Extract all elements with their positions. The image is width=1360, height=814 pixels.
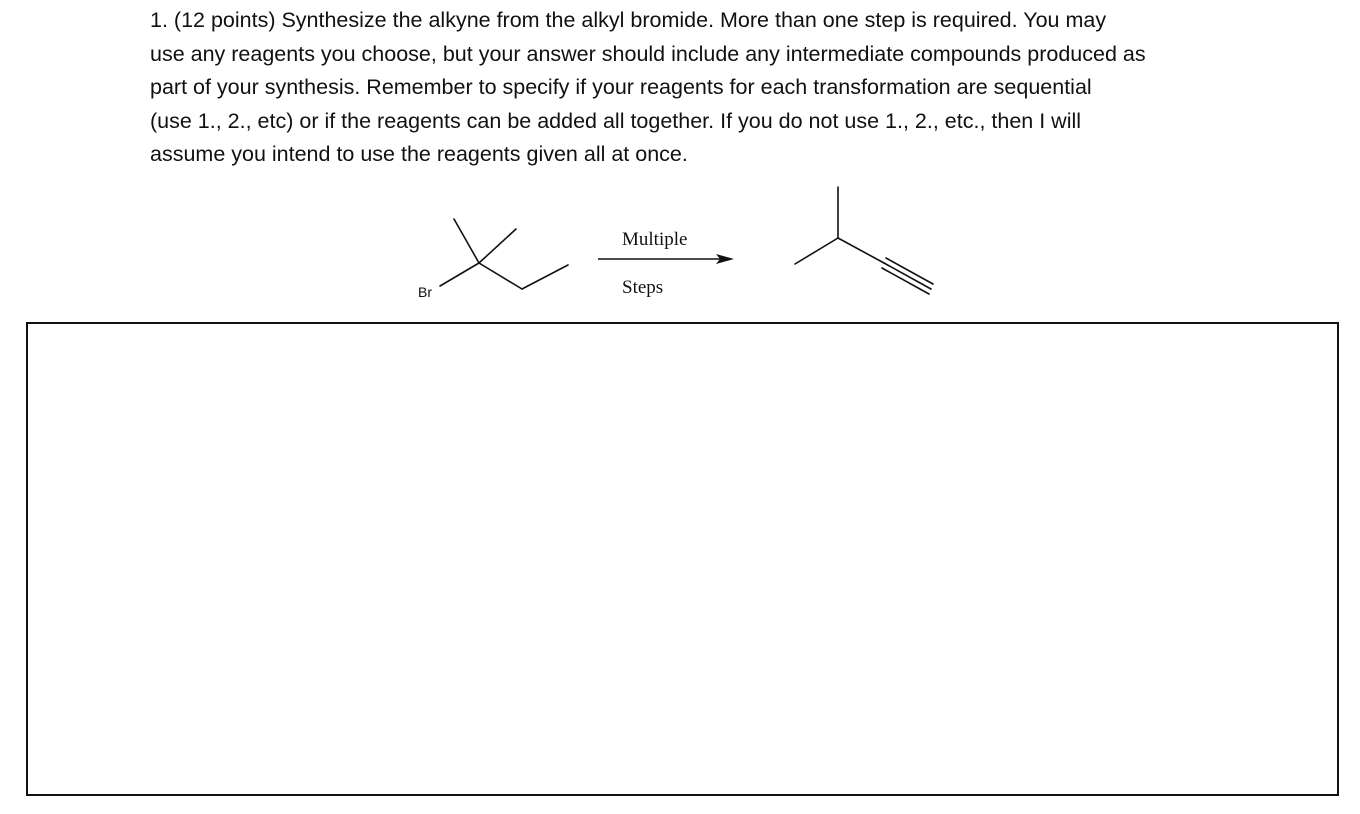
reactant-structure bbox=[440, 219, 568, 289]
product-triple-bond bbox=[886, 258, 933, 284]
reaction-arrow bbox=[598, 254, 734, 264]
product-triple-bond bbox=[884, 263, 931, 289]
product-triple-bond bbox=[882, 268, 929, 294]
reactant-bond bbox=[479, 263, 522, 289]
arrow-label-bottom: Steps bbox=[622, 277, 664, 298]
reaction-scheme bbox=[0, 180, 1360, 310]
question-line: part of your synthesis. Remember to specify if your reagents for each transformation are sequential bbox=[150, 75, 1092, 99]
product-structure bbox=[795, 187, 933, 294]
arrow-label-top: Multiple bbox=[622, 229, 688, 250]
question-line: 1. (12 points) Synthesize the alkyne from the alkyl bromide. More than one step is required. You may bbox=[150, 8, 1107, 32]
answer-box[interactable] bbox=[26, 322, 1339, 796]
question-text bbox=[150, 4, 1230, 172]
bromine-label: Br bbox=[418, 284, 432, 300]
reactant-bond bbox=[440, 263, 479, 286]
reactant-bond bbox=[454, 219, 479, 263]
product-bond bbox=[838, 238, 884, 263]
question-line: use any reagents you choose, but your answer should include any intermediate compounds produced as bbox=[150, 41, 1146, 66]
product-bond bbox=[795, 238, 838, 264]
reactant-bond bbox=[479, 229, 516, 263]
question-line: (use 1., 2., etc) or if the reagents can be added all together. If you do not use 1., 2., etc., then I will bbox=[150, 108, 1082, 133]
reactant-bond bbox=[522, 265, 568, 289]
question-line: assume you intend to use the reagents given all at once. bbox=[150, 142, 688, 166]
